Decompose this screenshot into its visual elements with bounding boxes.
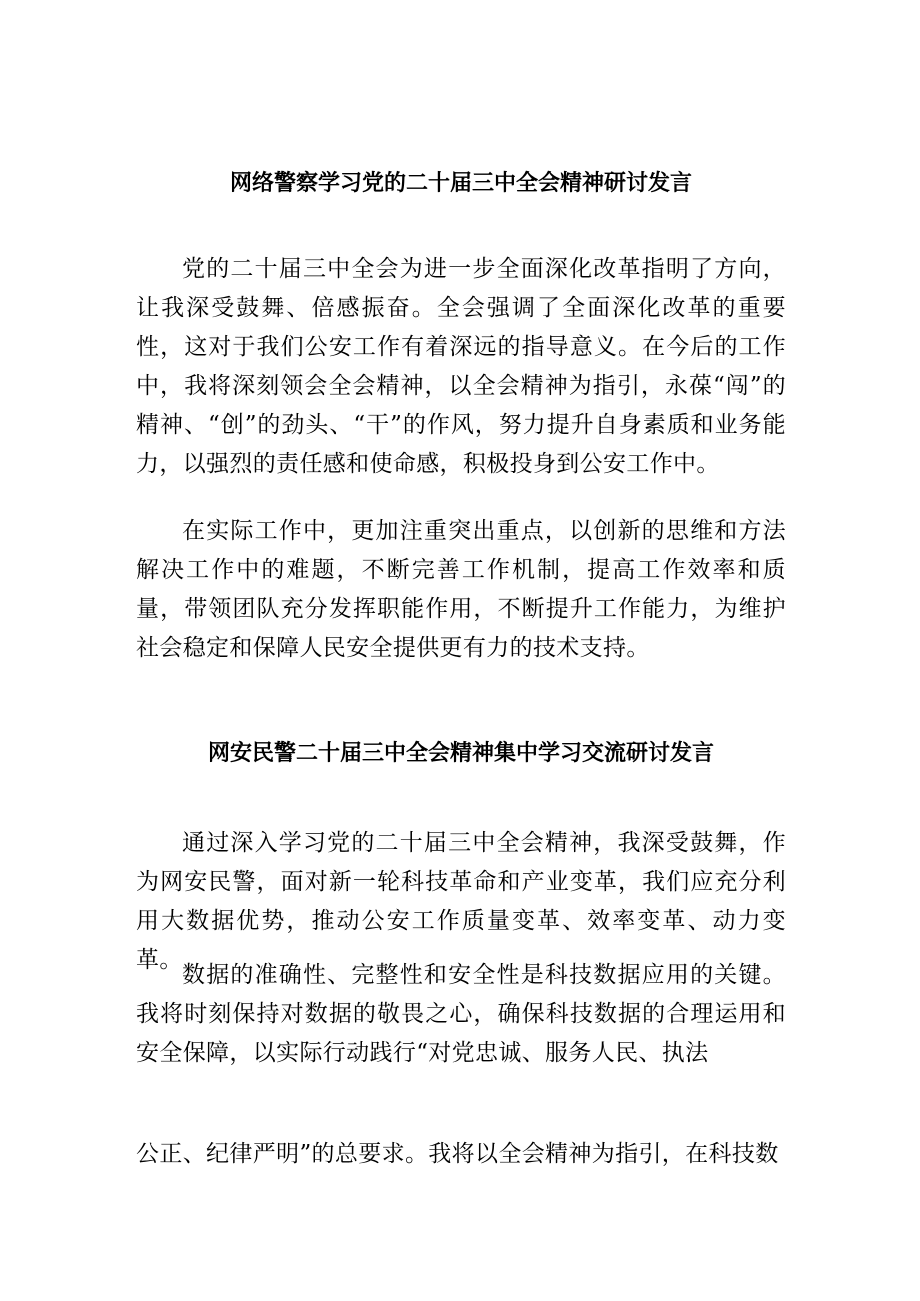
section-2-paragraph-1: 通过深入学习党的二十届三中全会精神，我深受鼓舞，作为网安民警，面对新一轮科技革命和产业变革，我们应充分利用大数据优势，推动公安工作质量变革、效率变革、动力变革。 — [136, 830, 786, 973]
section-title-2: 网安民警二十届三中全会精神集中学习交流研讨发言 — [207, 740, 714, 766]
section-1-paragraph-2: 在实际工作中，更加注重突出重点，以创新的思维和方法解决工作中的难题，不断完善工作机制，提高工作效率和质量，带领团队充分发挥职能作用，不断提升工作能力，为维护社会稳定和保障人民安全提供更有力的技术支持。 — [136, 518, 786, 661]
section-2-paragraph-2: 数据的准确性、完整性和安全性是科技数据应用的关键。我将时刻保持对数据的敬畏之心，确保科技数据的合理运用和安全保障，以实际行动践行“对党忠诚、服务人民、执法 — [136, 962, 786, 1066]
section-1-paragraph-1: 党的二十届三中全会为进一步全面深化改革指明了方向，让我深受鼓舞、倍感振奋。全会强调了全面深化改革的重要性，这对于我们公安工作有着深远的指导意义。在今后的工作中，我将深刻领会全会精神，以全会精神为指引，永葆“闯”的精神、“创”的劲头、“干”的作风，努力提升自身素质和业务能力，以强烈的责任感和使命感，积极投身到公安工作中。 — [136, 256, 786, 477]
section-2-paragraph-2-continuation: 公正、纪律严明”的总要求。我将以全会精神为指引，在科技数 — [136, 1141, 779, 1167]
section-title-1: 网络警察学习党的二十届三中全会精神研讨发言 — [229, 170, 692, 196]
